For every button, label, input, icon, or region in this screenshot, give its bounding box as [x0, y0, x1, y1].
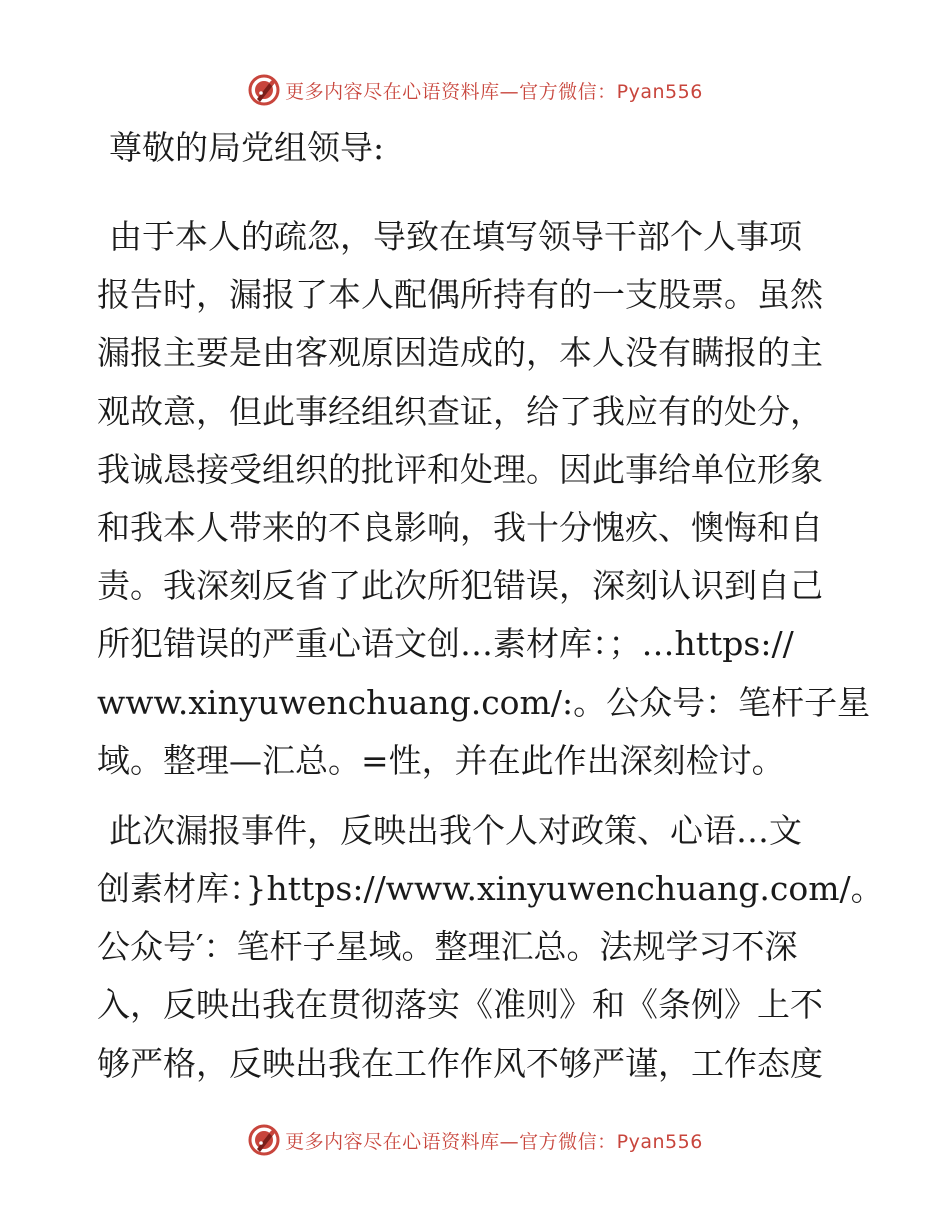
header-banner-text: 更多内容尽在心语资料库—官方微信：Pyan556	[285, 80, 703, 103]
paragraph-line: 责。我深刻反省了此次所犯错误，深刻认识到自己	[97, 566, 823, 606]
paragraph-line: www.xinyuwenchuang.com/:。公众号：笔杆子星	[97, 682, 871, 722]
paragraph-line: 够严格，反映出我在工作作风不够严谨，工作态度	[97, 1043, 823, 1083]
pen-nib-logo-icon	[247, 73, 281, 107]
footer-banner	[0, 1120, 950, 1160]
paragraph-2	[97, 802, 884, 1093]
paragraph-1	[97, 208, 871, 790]
paragraph-line: 由于本人的疏忽，导致在填写领导干部个人事项	[109, 217, 802, 256]
paragraph-line: 观故意，但此事经组织查证，给了我应有的处分，	[97, 391, 823, 431]
paragraph-line: 我诚恳接受组织的批评和处理。因此事给单位形象	[97, 449, 823, 489]
paragraph-line: 漏报主要是由客观原因造成的，本人没有瞒报的主	[97, 333, 823, 373]
document-body	[97, 118, 884, 1105]
paragraph-line: 域。整理—汇总。=性，并在此作出深刻检讨。	[97, 740, 785, 780]
paragraph-line: 此次漏报事件，反映出我个人对政策、心语…文	[109, 810, 802, 850]
header-banner	[0, 70, 950, 110]
salutation: 尊敬的局党组领导:	[109, 128, 385, 167]
paragraph-line: 所犯错误的严重心语文创…素材库：；…https://	[97, 624, 794, 664]
footer-banner-text: 更多内容尽在心语资料库—官方微信：Pyan556	[285, 1130, 703, 1153]
pen-nib-logo-icon	[247, 1123, 281, 1157]
paragraph-line: 报告时，漏报了本人配偶所持有的一支股票。虽然	[97, 275, 823, 315]
paragraph-line: 创素材库：}https://www.xinyuwenchuang.com/。	[97, 869, 884, 909]
paragraph-line: 公众号′：笔杆子星域。整理汇总。法规学习不深	[97, 927, 798, 967]
paragraph-line: 和我本人带来的不良影响，我十分愧疚、懊悔和自	[97, 507, 823, 547]
paragraph-line: 入，反映出我在贯彻落实《准则》和《条例》上不	[97, 985, 823, 1025]
